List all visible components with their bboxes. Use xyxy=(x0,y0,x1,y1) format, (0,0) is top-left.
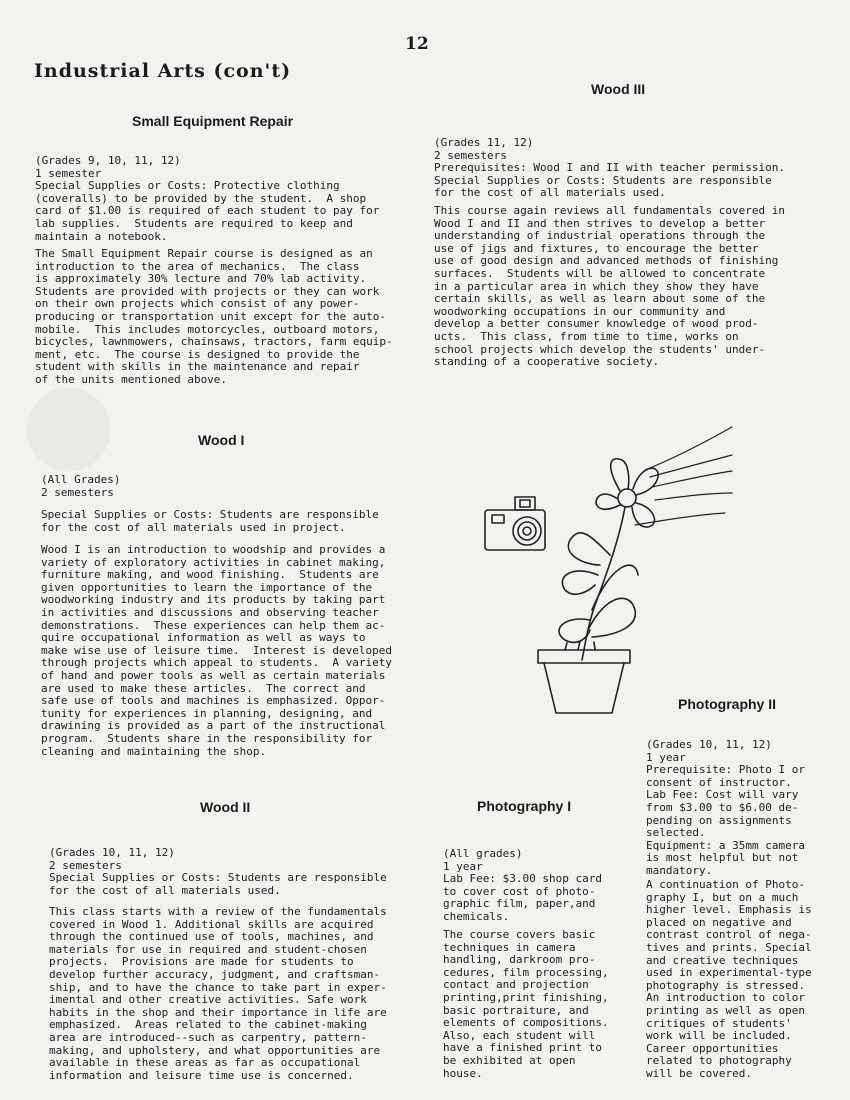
flower-icon xyxy=(559,459,658,660)
photography-1-description: The course covers basic techniques in camera handling, darkroom pro- cedures, film processing, contact and projection printing,print finishing, basic portraiture, and elements of compositions. Also, each student will have a finished print to be exhibited at open house. xyxy=(443,928,609,1080)
small-equipment-repair-heading: Small Equipment Repair xyxy=(132,113,294,129)
wood-3-heading: Wood III xyxy=(591,81,646,97)
small-equipment-repair-details: (Grades 9, 10, 11, 12) 1 semester Special Supplies or Costs: Protective clothing (coveralls) to be provided by the student. A shop card of $1.00 is required of each student to pay for lab supplies. Students are required to keep and maintain a notebook. xyxy=(35,154,380,243)
wood-1-heading: Wood I xyxy=(198,432,245,448)
wood-3-details: (Grades 11, 12) 2 semesters Prerequisites: Wood I and II with teacher permission. Special Supplies or Costs: Students are responsible for the cost of all materials used. xyxy=(434,136,785,200)
camera-icon xyxy=(485,497,545,550)
photography-2-heading: Photography II xyxy=(678,696,776,712)
wood-2-description: This class starts with a review of the fundamentals covered in Wood 1. Additional skills are acquired through the continued use of tools, machines, and materials for use in required and student-chosen projects. Provisions are made for students to develop further accuracy, judgment, and craftsman- ship, and to have the chance to take part in exper- imental and other creative activities. Safe work habits in the shop and their importance in life are emphasized. Areas related to the cabinet-making area are introduced--such as carpentry, pattern- making, and upholstery, and what opportunities are available in these areas as far as occupational information and leisure time use is concerned. xyxy=(49,905,387,1082)
photography-1-details: (All grades) 1 year Lab Fee: $3.00 shop card to cover cost of photo- graphic film, paper,and chemicals. xyxy=(443,847,602,923)
wood-1-description: Wood I is an introduction to woodship and provides a variety of exploratory activities in cabinet making, furniture making, and wood finishing. Students are given opportunities to learn the importance of the woodworking industry and its products by taking part in activities and discussions and observing teacher demonstrations. These experiences can help them ac- quire occupational information as well as ways to make wise use of leisure time. Interest is developed through projects which appeal to students. A variety of hand and power tools as well as certain materials are used to make these articles. The correct and safe use of tools and machines is emphasized. Oppor- tunity for experiences in planning, designing, and drawining is provided as a part of the instructional program. Students share in the responsibility for cleaning and maintaining the shop. xyxy=(41,543,392,758)
wood-1-details: (All Grades) 2 semesters xyxy=(41,473,121,499)
photography-2-description: A continuation of Photo- graphy I, but on a much higher level. Emphasis is placed on negative and contrast control of nega- tives and prints. Special and creative techniques used in experimental-type photography is stressed. An introduction to color printing as well as open critiques of students' work will be included. Career opportunities related to photography will be covered. xyxy=(646,878,812,1080)
camera-and-flower-illustration xyxy=(470,415,740,715)
wood-3-description: This course again reviews all fundamentals covered in Wood I and II and then strives to develop a better understanding of industrial operations through the use of jigs and fixtures, to encourage the better use of good design and advanced methods of finishing surfaces. Students will be allowed to concentrate in a particular area in which they show they have certain skills, as well as learn about some of the woodworking occupations in our community and develop a better consumer knowledge of wood prod- ucts. This class, from time to time, works on school projects which develop the students' under- standing of a cooperative society. xyxy=(434,204,785,369)
photography-1-heading: Photography I xyxy=(477,798,572,814)
page-number: 12 xyxy=(405,34,429,54)
wood-2-heading: Wood II xyxy=(200,799,251,815)
wood-2-details: (Grades 10, 11, 12) 2 semesters Special Supplies or Costs: Students are responsible for the cost of all materials used. xyxy=(49,846,387,897)
small-equipment-repair-description: The Small Equipment Repair course is designed as an introduction to the area of mechanics. The class is approximately 30% lecture and 70% lab activity. Students are provided with projects or they can work on their own projects which consist of any power- producing or transportation unit except for the auto- mobile. This includes motorcycles, outboard motors, bicycles, lawnmowers, chainsaws, tractors, farm equip- ment, etc. The course is designed to provide the student with skills in the maintenance and repair of the units mentioned above. xyxy=(35,247,393,386)
photography-2-details: (Grades 10, 11, 12) 1 year Prerequisite: Photo I or consent of instructor. Lab Fee: Cost will vary from $3.00 to $6.00 de- pending on assignments selected. Equipment: a 35mm camera is most helpful but not mandatory. xyxy=(646,738,805,877)
department-title: Industrial Arts (con't) xyxy=(34,60,292,82)
wood-1-costs: Special Supplies or Costs: Students are responsible for the cost of all materials used in project. xyxy=(41,508,379,534)
